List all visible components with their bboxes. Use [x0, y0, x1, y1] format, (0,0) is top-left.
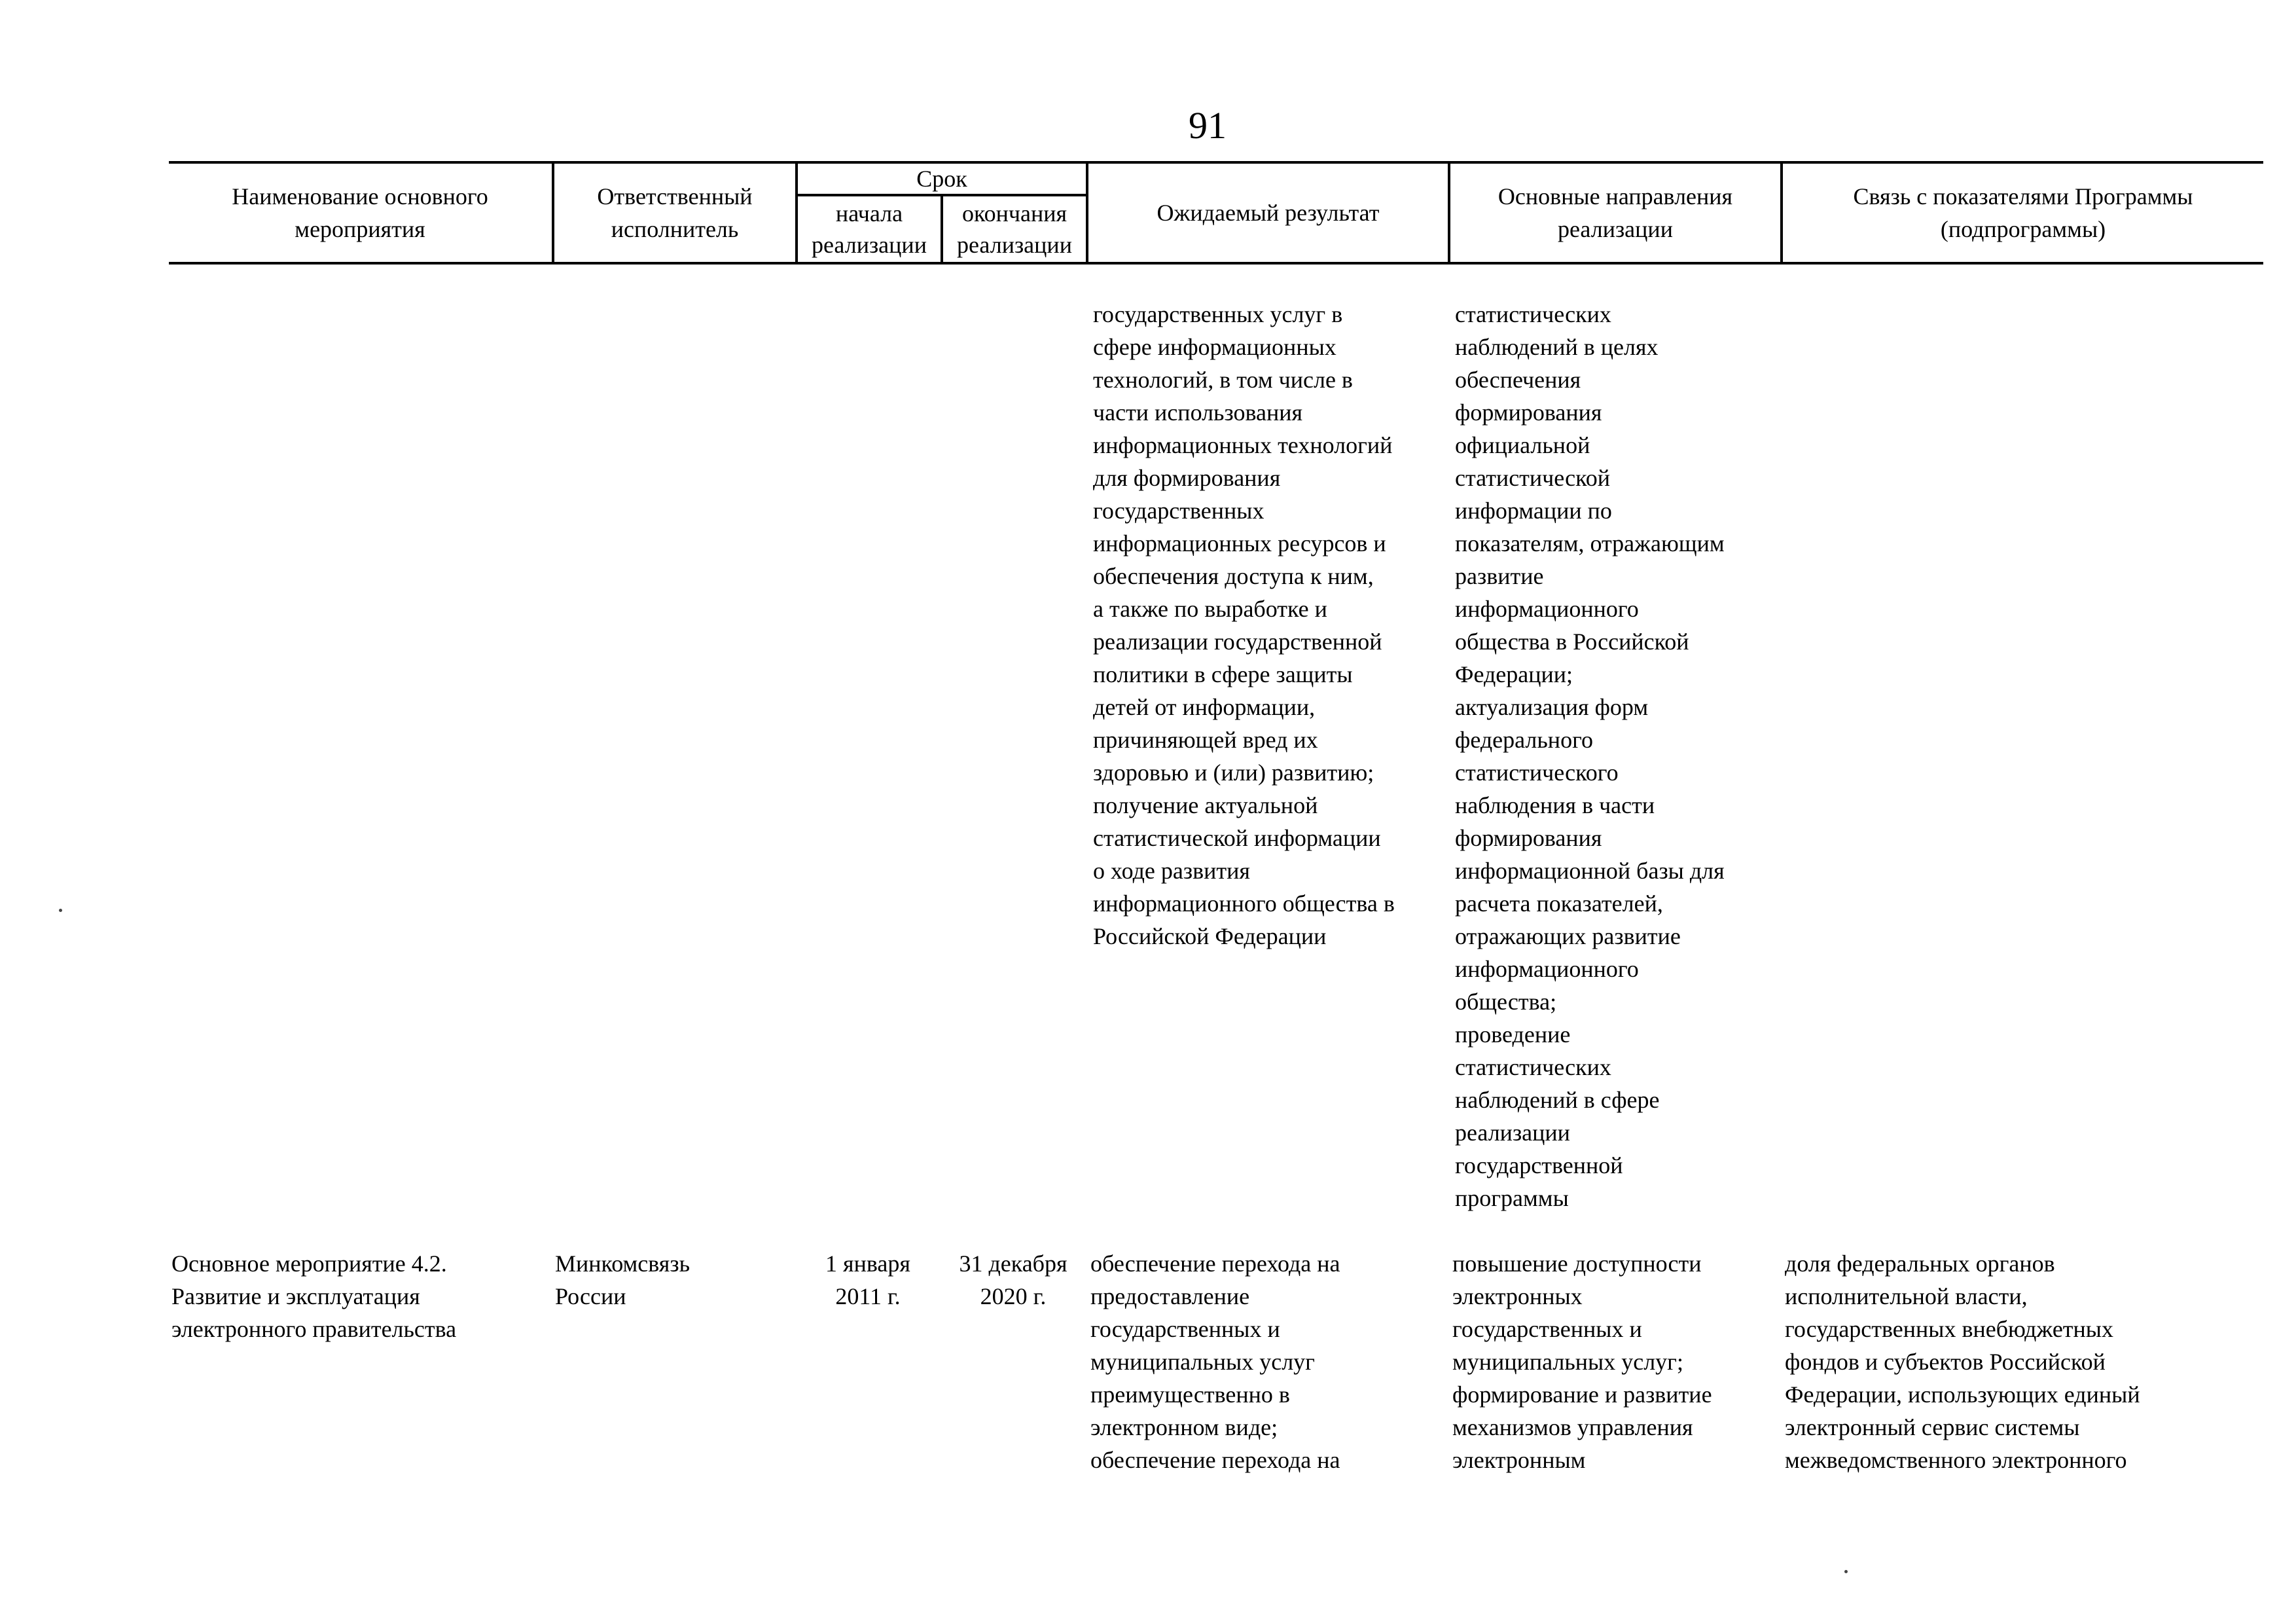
table-row-cell: доля федеральных органов исполнительной власти, государственных внебюджетных фондов и субъектов Российской Федерации, использующих единый электронный сервис системы межведомственного электронного	[1785, 1250, 2140, 1473]
table-row-cell: государственных услуг в сфере информационных технологий, в том числе в части использования информационных технологий для формирования государственных информационных ресурсов и обеспечения доступа к ним, а также по выработке и реализации государственной политики в сфере защиты детей от информации, причиняющей вред их здоровью и (или) развитию; получение актуальной статистической информации о ходе развития информационного общества в Российской Федерации	[1093, 301, 1395, 949]
table-row-cell: повышение доступности электронных государственных и муниципальных услуг; формирование и развитие механизмов управления электронным	[1452, 1250, 1712, 1473]
table-row-cell: 1 января 2011 г.	[825, 1250, 910, 1309]
header-executor: Ответственный исполнитель	[597, 183, 753, 242]
header-expected-result: Ожидаемый результат	[1157, 200, 1380, 226]
table-row-cell: Минкомсвязь России	[555, 1250, 690, 1309]
table-row-cell: статистических наблюдений в целях обеспечения формирования официальной статистической информации по показателям, отражающим развитие информационного общества в Российской Федерации; актуализация форм федерального статистического наблюдения в части формирования информационной базы для расчета показателей, отражающих развитие информационного общества; проведение статистических наблюдений в сфере реализации государственной программы	[1455, 301, 1725, 1211]
table-header-bottom-rule	[169, 262, 2263, 264]
table-row-cell: Основное мероприятие 4.2. Развитие и эксплуатация электронного правительства	[171, 1250, 457, 1342]
table-row-cell: обеспечение перехода на предоставление государственных и муниципальных услуг преимущественно в электронном виде; обеспечение перехода на	[1090, 1250, 1340, 1473]
header-activity-name: Наименование основного мероприятия	[232, 183, 488, 242]
header-indicators: Связь с показателями Программы (подпрограммы)	[1853, 183, 2193, 242]
scan-speck	[59, 909, 62, 912]
column-divider	[552, 161, 554, 264]
header-directions: Основные направления реализации	[1498, 183, 1733, 242]
header-term-end: окончания реализации	[957, 200, 1072, 258]
header-term: Срок	[916, 166, 967, 192]
scan-speck	[1844, 1570, 1848, 1573]
table-top-rule	[169, 161, 2263, 164]
header-term-start: начала реализации	[812, 200, 927, 258]
page-number: 91	[1189, 104, 1227, 147]
table-row-cell: 31 декабря 2020 г.	[959, 1250, 1067, 1309]
